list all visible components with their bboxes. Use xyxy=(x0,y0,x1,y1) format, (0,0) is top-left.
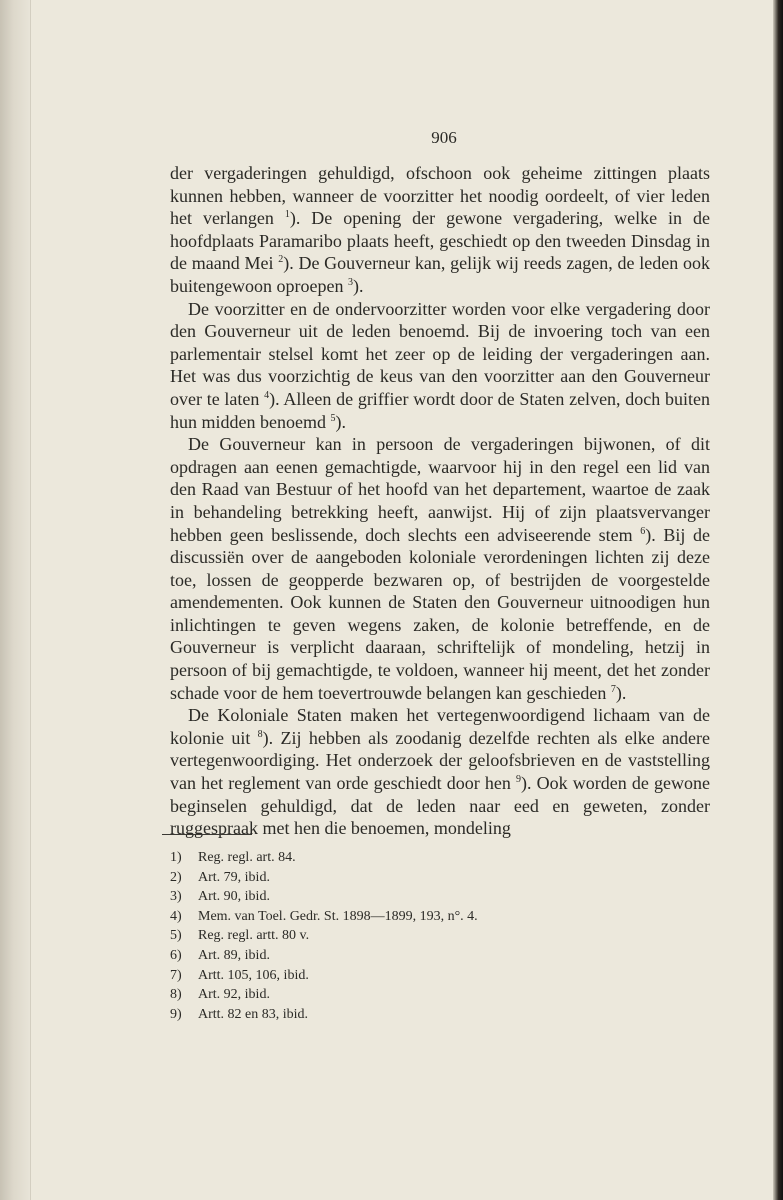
footnote-ref: 4 xyxy=(264,389,270,401)
footnote-number: 3) xyxy=(170,889,182,905)
body-text xyxy=(170,162,710,840)
footnote-ref: 9 xyxy=(516,774,521,786)
footnote-number: 2) xyxy=(170,869,182,885)
paragraph xyxy=(170,704,710,840)
page-number: 906 xyxy=(431,128,457,147)
footnote-text: Artt. 105, 106, ibid. xyxy=(198,967,309,983)
footnote-text: Reg. regl. artt. 80 v. xyxy=(198,928,310,944)
paragraph-text: ). xyxy=(352,275,364,296)
footnote-ref: 5 xyxy=(330,412,336,424)
footnote-text: Artt. 82 en 83, ibid. xyxy=(198,1006,309,1022)
page-binding-edge xyxy=(0,0,31,1200)
footnote-text: Mem. van Toel. Gedr. St. 1898—1899, 193, n°. 4. xyxy=(198,908,478,924)
paragraph-text: ). xyxy=(335,411,346,432)
footnote-item xyxy=(170,887,690,907)
paragraph-text: der vergaderingen gehuldigd, ofschoon ook geheime zittingen plaats kunnen hebben, wanneer de voorzitter het noodig oordeelt, of vier leden het verlangen xyxy=(170,163,710,229)
paragraph-text: De Gouverneur kan in persoon de vergaderingen bijwonen, of dit opdragen aan eenen gemachtigde, waarvoor hij in den regel een lid van den Raad van Bestuur of het hoofd van het departement, waartoe de zaak in behandeling betrekking heeft, aanwijst. Hij of zijn plaatsvervanger hebben geen beslissende, doch slechts een adviseerende stem xyxy=(170,434,710,545)
paragraph xyxy=(170,433,710,704)
footnote-text: Reg. regl. art. 84. xyxy=(198,850,296,865)
footnote-ref: 6 xyxy=(640,525,646,537)
footnote-item xyxy=(170,848,690,868)
paragraph-text: De Koloniale Staten maken het vertegenwoordigend lichaam van de kolonie uit xyxy=(170,705,710,748)
footnote-item xyxy=(170,966,690,986)
footnote-number: 4) xyxy=(170,908,182,924)
footnote-item xyxy=(170,926,690,946)
paragraph-text: ). xyxy=(615,682,627,703)
paragraph-text: ). De opening der gewone vergadering, welke in de hoofdplaats Paramaribo plaats heeft, geschiedt op den tweeden Dinsdag in de maand Mei xyxy=(170,208,710,274)
footnote-number: 9) xyxy=(170,1006,182,1022)
footnote-number: 6) xyxy=(170,947,182,963)
footnote-number: 1) xyxy=(170,850,182,865)
footnote-number: 7) xyxy=(170,967,182,983)
paragraph xyxy=(170,298,710,434)
footnote-number: 5) xyxy=(170,928,182,944)
paragraph-text: De voorzitter en de ondervoorzitter worden voor elke vergadering door den Gouverneur uit de leden benoemd. Bij de invoering toch van een parlementair stelsel komt het zeer op de leiding der vergaderingen aan. Het was dus voorzichtig de keus van den voorzitter aan den Gouverneur over te laten xyxy=(170,298,710,409)
footnote-ref: 3 xyxy=(347,276,353,288)
footnote-item xyxy=(170,985,690,1005)
paragraph-text: ). Bij de discussiën over de aangeboden koloniale verordeningen lichten zij deze toe, lossen de geopperde bezwaren op, of bestrijden de voorgestelde amendementen. Ook kunnen de Staten den Gouverneur uitnoodigen hun inlichtingen te geven wegens zaken, de kolonie betreffende, en de Gouverneur is verplicht daaraan, schriftelijk of mondeling, hetzij in persoon of bij gemachtigde, te voldoen, wanneer hij meent, det het zonder schade voor de hem toevertrouwde belangen kan geschieden xyxy=(170,524,711,703)
footnotes-list xyxy=(170,848,690,1024)
footnote-ref: 2 xyxy=(278,254,284,266)
footnote-number: 8) xyxy=(170,987,182,1003)
paragraph-text: ). Ook worden de gewone beginselen gehuldigd, dat de leden naar eed en geweten, zonder ruggespraak met hen die benoemen, mondeling xyxy=(170,773,710,839)
footnote-ref: 7 xyxy=(610,683,616,695)
footnote-item xyxy=(170,868,690,888)
footnote-text: Art. 79, ibid. xyxy=(198,869,270,885)
footnote-item xyxy=(170,907,690,927)
footnote-separator xyxy=(162,834,252,835)
footnote-text: Art. 92, ibid. xyxy=(198,987,270,1003)
footnote-ref: 8 xyxy=(257,728,263,740)
footnote-ref: 1 xyxy=(284,209,290,221)
paragraph-text: ). Alleen de griffier wordt door de Staten zelven, doch buiten hun midden benoemd xyxy=(170,388,710,432)
footnote-text: Art. 89, ibid. xyxy=(198,947,270,963)
footnote-item xyxy=(170,1005,690,1025)
paragraph xyxy=(170,162,710,298)
footnote-text: Art. 90, ibid. xyxy=(198,889,270,905)
book-spine-shadow xyxy=(773,0,783,1200)
paragraph-text: ). Zij hebben als zoodanig dezelfde rechten als elke andere vertegenwoordiging. Het onderzoek der geloofsbrieven en de vaststelling van het reglement van orde geschiedt door hen xyxy=(170,727,710,794)
paragraph-text: ). De Gouverneur kan, gelijk wij reeds zagen, de leden ook buitengewoon oproepen xyxy=(170,253,710,296)
footnote-item xyxy=(170,946,690,966)
